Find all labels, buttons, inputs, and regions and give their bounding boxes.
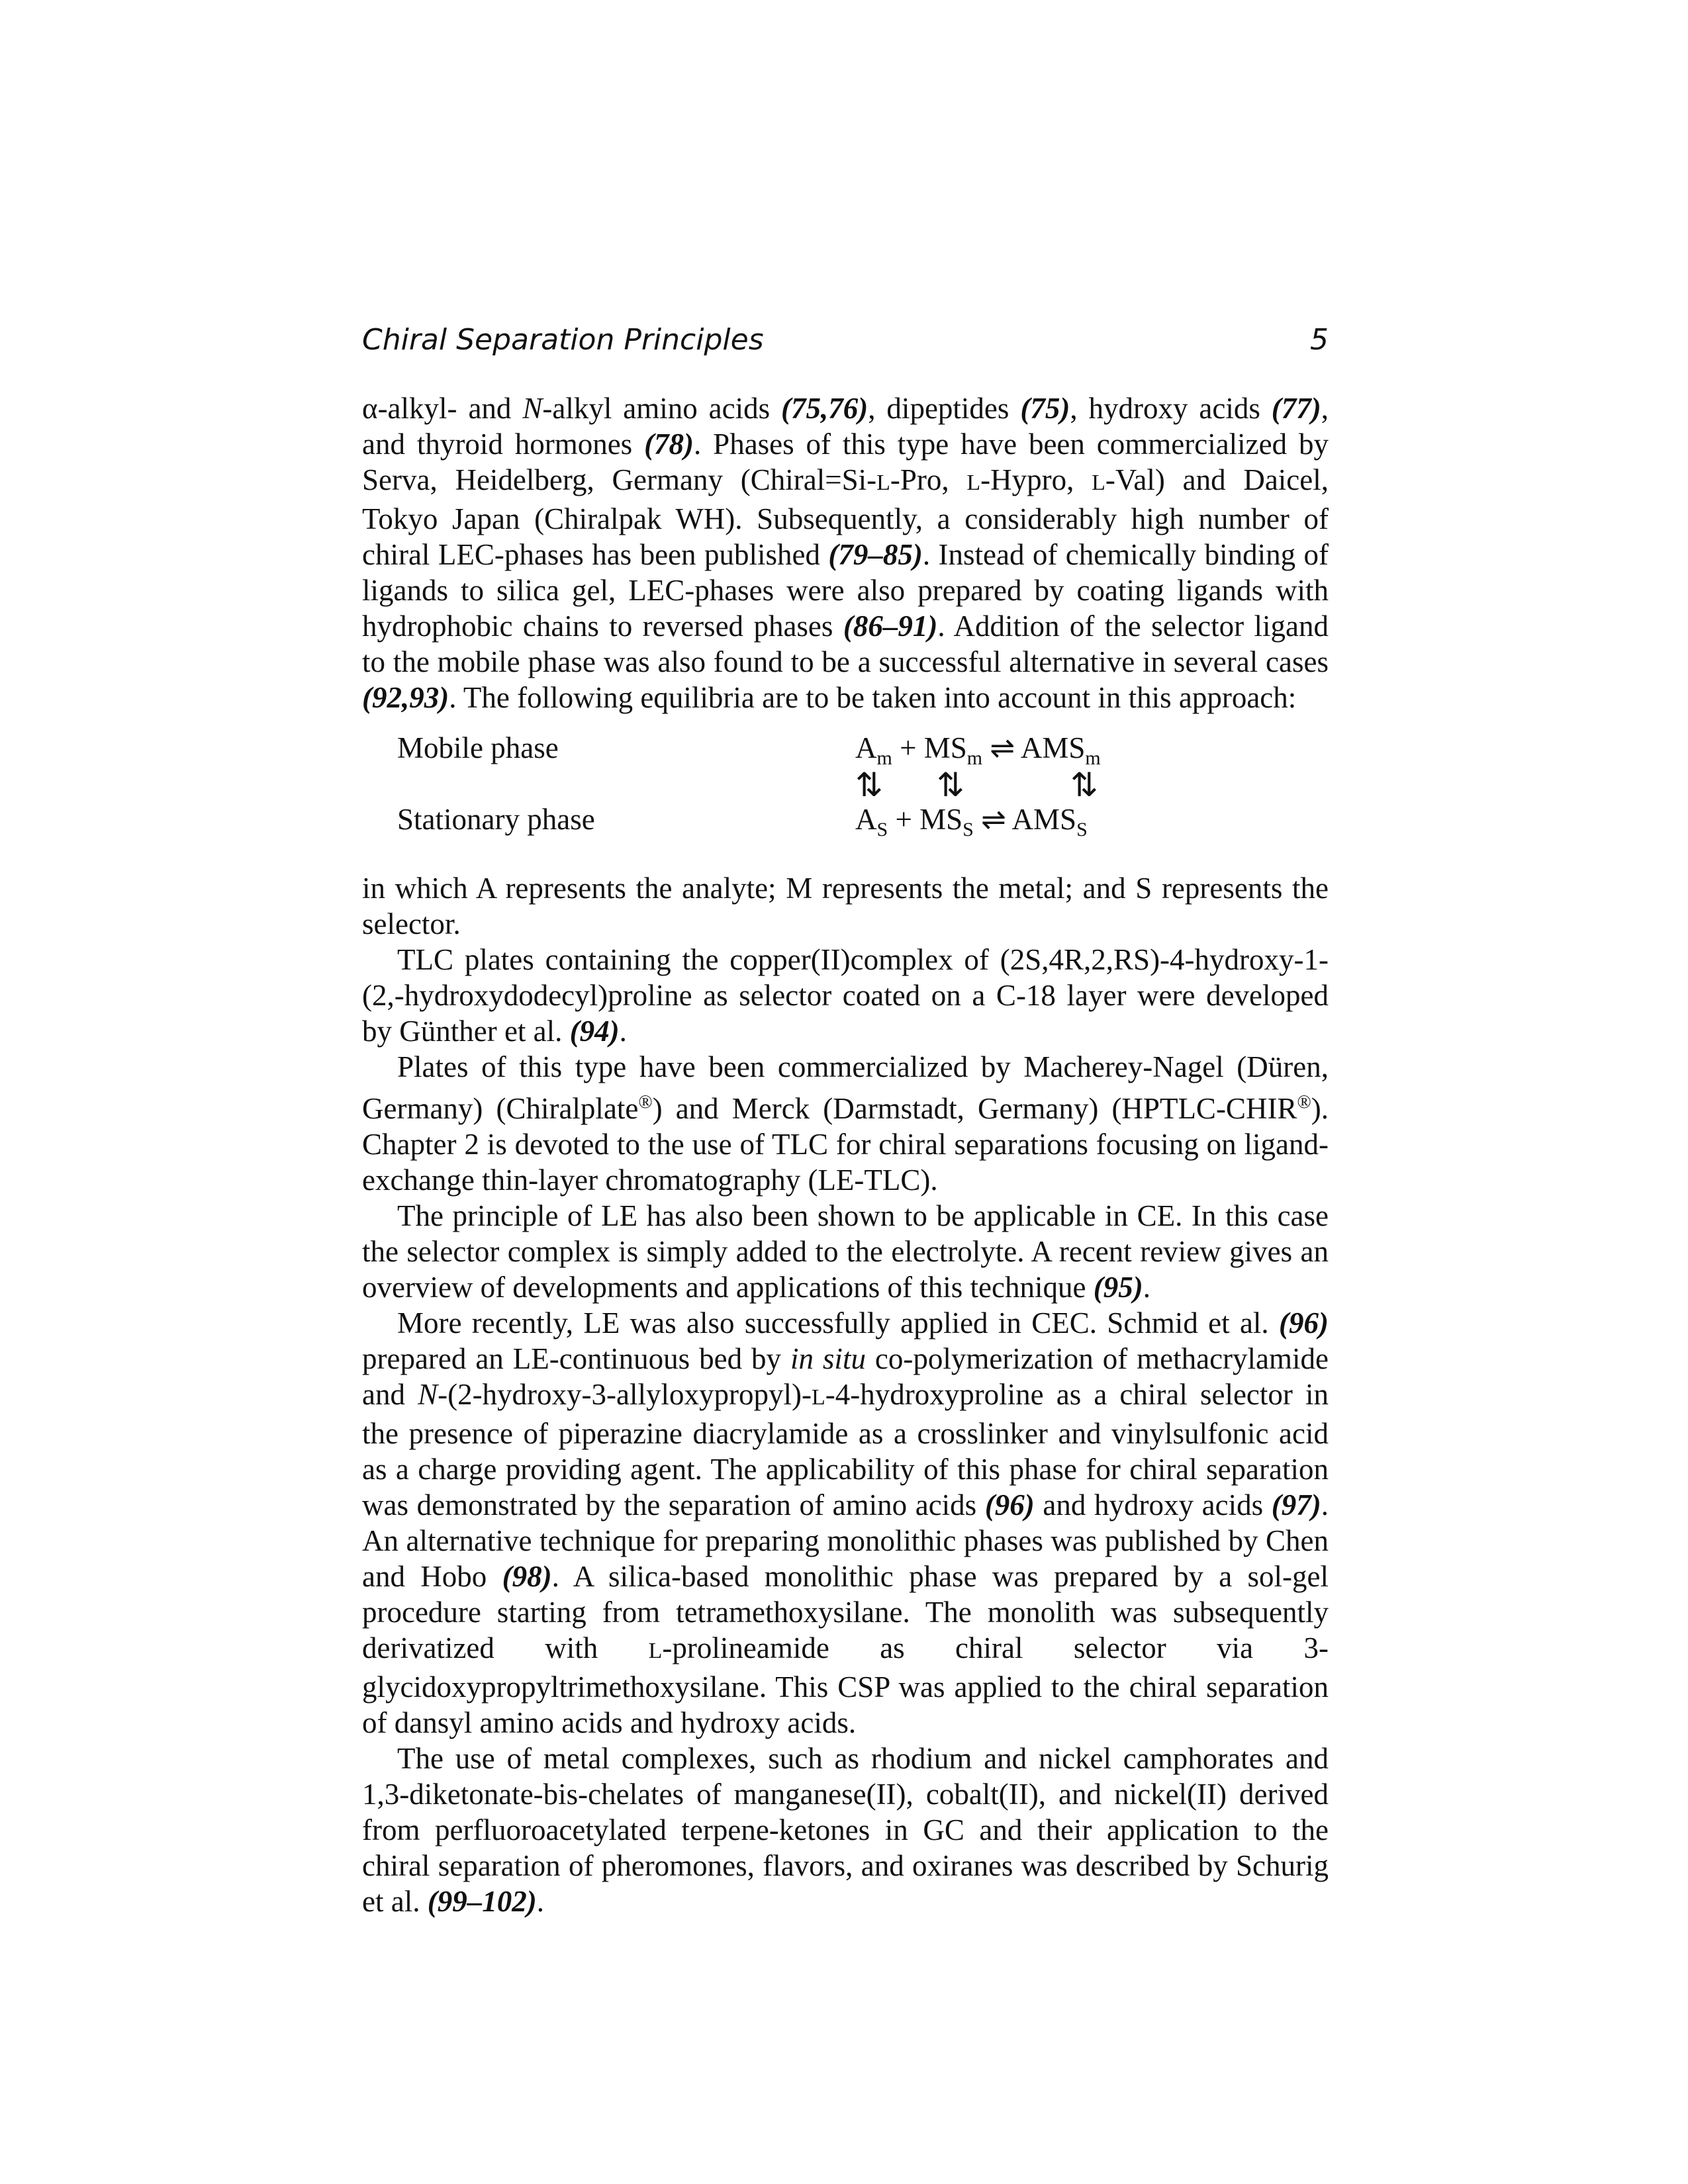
text-run: TLC plates containing the copper(II)complex of (2S,4R,2,RS)-4-hydroxy-1-(2,-hydroxydodecyl)proline as selector coated on a C-18 layer were developed by Günther et al. [362,943,1329,1048]
citation: (94) [569,1015,620,1048]
citation: (78) [644,428,694,461]
vertical-equilibrium-arrow-icon: ⇅ [1070,766,1098,803]
mobile-equation [855,730,1101,776]
citation: (97) [1271,1488,1321,1522]
text-run: More recently, LE was also successfully applied in CEC. Schmid et al. [397,1306,1280,1340]
subscript: S [876,819,888,841]
text-run: and hydroxy acids [1034,1488,1272,1522]
running-title: Chiral Separation Principles [362,323,764,357]
vertical-equilibrium-arrow-icon: ⇅ [937,766,964,803]
small-caps-l: L [876,471,890,495]
citation: (96) [1279,1306,1329,1340]
text-run: , and thyroid hormones [362,392,1329,461]
citation: (75) [1020,392,1070,425]
text-run: . [1143,1271,1150,1304]
paragraph-4 [362,1049,1329,1198]
text-run: ) and Merck (Darmstadt, Germany) (HPTLC-CHIR [652,1092,1297,1125]
citation: (75,76) [781,392,868,425]
species: MS [919,803,963,836]
italic-run: N [418,1378,438,1411]
text-run: -4-hydroxyproline as a chiral selector in the presence of piperazine diacrylamide as a crosslinker and vinylsulfonic acid as a charge providing agent. The applicability of this phase for chiral separation was demonstrated by the separation of amino acids [362,1378,1329,1522]
subscript: m [1085,747,1101,769]
citation: (98) [502,1560,552,1593]
paragraph-5 [362,1198,1329,1305]
small-caps-l: L [1092,471,1105,495]
subscript: m [876,747,892,769]
stationary-phase-label: Stationary phase [397,803,595,836]
text-run: , dipeptides [868,392,1021,425]
citation: (79–85) [828,538,923,571]
operator: + [892,731,924,764]
species: A [855,731,877,764]
species: AMS [1020,731,1086,764]
text-run: Plates of this type have been commercialized by Macherey-Nagel (Düren, Germany) (Chiralplate [362,1050,1329,1125]
text-run: The use of metal complexes, such as rhodium and nickel camphorates and 1,3-diketonate-bis-chelates of manganese(II), cobalt(II), and nickel(II) derived from perfluoroacetylated terpene-ketones in GC and their application to the chiral separation of pheromones, flavors, and oxiranes was described by Schurig et al. [362,1742,1329,1918]
text-run: . [536,1885,544,1918]
text-run: , hydroxy acids [1070,392,1272,425]
vertical-equilibrium-arrow-icon: ⇅ [855,766,883,803]
paragraph-7 [362,1741,1329,1919]
text-run: . Instead of chemically binding of ligands to silica gel, LEC-phases were also prepared by coating ligands with hydrophobic chains to reversed phases [362,538,1329,643]
text-run: -Val) and Daicel, Tokyo Japan (Chiralpak WH). Subsequently, a considerably high number of chiral LEC-phases has been published [362,463,1329,571]
small-caps-l: L [966,471,981,495]
text-run: co-polymerization of methacrylamide and [362,1342,1329,1411]
species: A [855,803,877,836]
citation: (86–91) [843,610,938,643]
text-run: prepared an LE-continuous bed by [362,1342,790,1375]
registered-mark: ® [638,1092,653,1113]
italic-run: in situ [790,1342,866,1375]
citation: (77) [1271,392,1321,425]
equilibrium-arrow-icon: ⇌ [973,803,1012,836]
body-text [362,390,1329,1919]
italic-run: N [522,392,543,425]
paragraph-3 [362,942,1329,1049]
citation: (96) [984,1488,1035,1522]
paragraph-1 [362,390,1329,715]
paragraph-2: in which A represents the analyte; M represents the metal; and S represents the selector. [362,872,1329,940]
operator: + [888,803,920,836]
citation: (95) [1093,1271,1143,1304]
text-run: . [619,1015,627,1048]
equilibrium-arrow-icon: ⇌ [982,731,1021,764]
registered-mark: ® [1297,1092,1311,1113]
species: AMS [1011,803,1077,836]
subscript: S [1076,819,1088,841]
text-run: ). Chapter 2 is devoted to the use of TLC for chiral separations focusing on ligand-exchange thin-layer chromatography (LE-TLC). [362,1092,1329,1197]
text-run: -prolineamide as chiral selector via 3-glycidoxypropyltrimethoxysilane. This CSP was applied to the chiral separation of dansyl amino acids and hydroxy acids. [362,1631,1329,1739]
text-run: -Hypro, [980,463,1092,496]
species: MS [923,731,967,764]
text-run: -(2-hydroxy-3-allyloxypropyl)- [438,1378,812,1411]
citation: (99–102) [427,1885,537,1918]
text-run: . Addition of the selector ligand to the mobile phase was also found to be a successful alternative in several cases [362,610,1329,678]
stationary-equation [855,801,1088,848]
text-run: -alkyl amino acids [542,392,782,425]
text-run: . An alternative technique for preparing monolithic phases was published by Chen and Hobo [362,1488,1329,1593]
subscript: S [962,819,974,841]
citation: (92,93) [362,681,449,714]
page-number: 5 [1310,323,1329,357]
subscript: m [966,747,983,769]
text-run: . Phases of this type have been commercialized by Serva, Heidelberg, Germany (Chiral=Si- [362,428,1329,496]
paragraph-6 [362,1305,1329,1741]
text-run: . A silica-based monolithic phase was prepared by a sol-gel procedure starting from tetramethoxysilane. The monolith was subsequently derivatized with [362,1560,1329,1664]
text-run: -Pro, [890,463,967,496]
small-caps-l: L [648,1639,663,1663]
text-run: α-alkyl- and [362,392,523,425]
mobile-phase-label: Mobile phase [397,731,559,764]
text-run: . The following equilibria are to be taken into account in this approach: [449,681,1297,714]
running-header [362,323,1329,363]
text-run: The principle of LE has also been shown to be applicable in CE. In this case the selector complex is simply added to the electrolyte. A recent review gives an overview of developments and applications of this technique [362,1199,1329,1304]
small-caps-l: L [811,1385,825,1410]
equilibrium-scheme [362,715,1329,870]
